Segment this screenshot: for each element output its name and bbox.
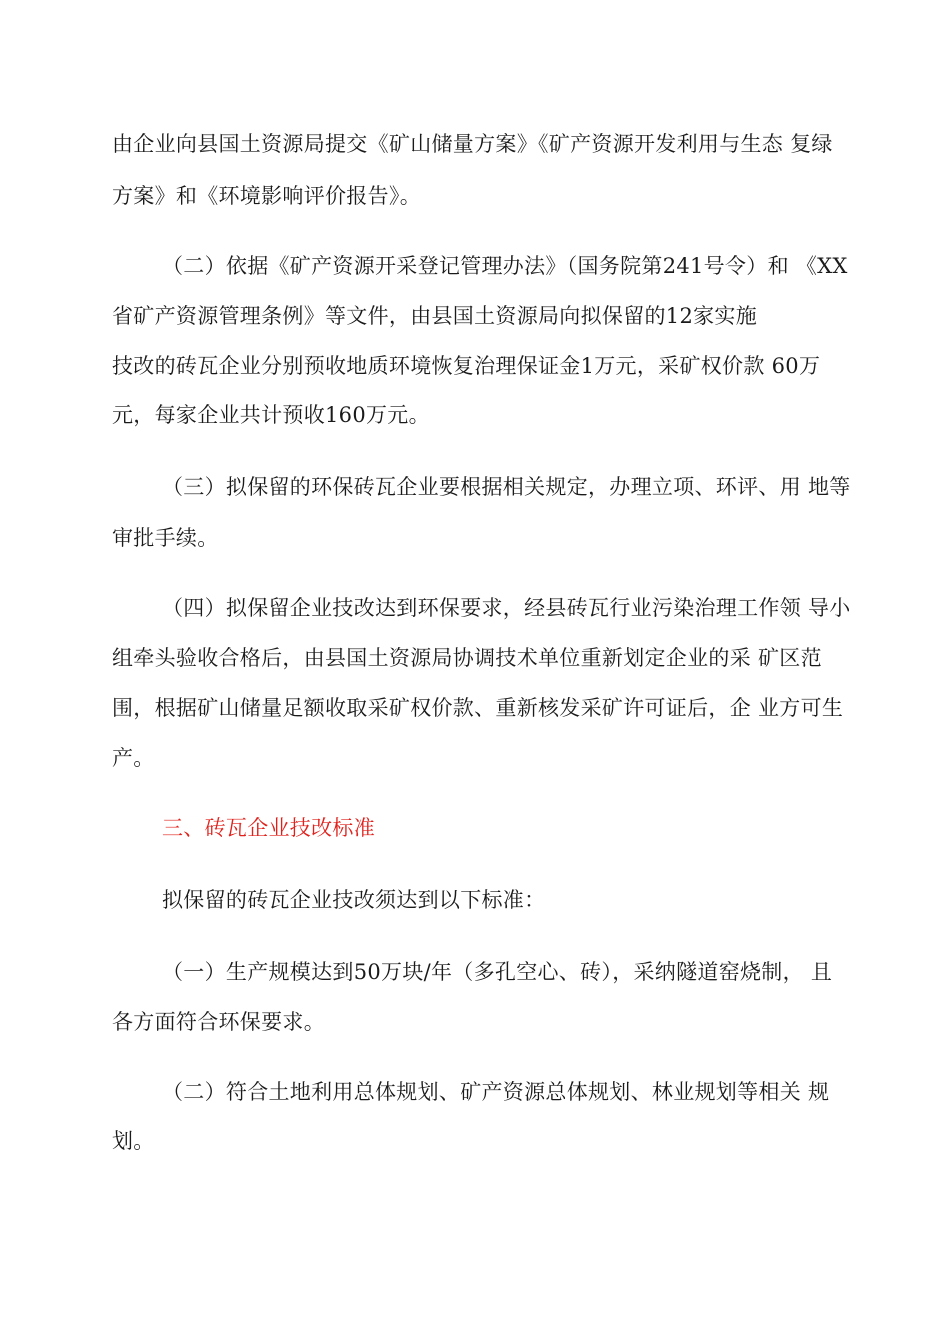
paragraph-5-line-1: 拟保留的砖瓦企业技改须达到以下标准： (162, 888, 546, 912)
paragraph-6-line-2: 各方面符合环保要求。 (112, 1010, 325, 1034)
paragraph-4-line-3: 围，根据矿山储量足额收取采矿权价款、重新核发采矿许可证后，企 业方可生 (112, 696, 844, 720)
section-heading-3: 三、砖瓦企业技改标准 (162, 816, 375, 840)
paragraph-2-line-2: 省矿产资源管理条例》等文件，由县国土资源局向拟保留的12家实施 (112, 304, 758, 328)
paragraph-4-line-4: 产。 (112, 746, 155, 770)
paragraph-7-line-2: 划。 (112, 1129, 155, 1153)
paragraph-1-line-2: 方案》和《环境影响评价报告》。 (112, 184, 421, 208)
paragraph-6-line-1: （一）生产规模达到50万块/年（多孔空心、砖），采纳隧道窑烧制， 且 (162, 960, 833, 984)
paragraph-1-line-1: 由企业向县国土资源局提交《矿山储量方案》《矿产资源开发利用与生态 复绿 (112, 132, 833, 156)
paragraph-2-line-4: 元，每家企业共计预收160万元。 (112, 403, 430, 427)
paragraph-7-line-1: （二）符合土地利用总体规划、矿产资源总体规划、林业规划等相关 规 (162, 1080, 830, 1104)
paragraph-3-line-1: （三）拟保留的环保砖瓦企业要根据相关规定，办理立项、环评、用 地等 (162, 475, 851, 499)
paragraph-2-line-1: （二）依据《矿产资源开采登记管理办法》（国务院第241号令）和 《XX (162, 254, 848, 278)
paragraph-3-line-2: 审批手续。 (112, 526, 219, 550)
paragraph-2-line-3: 技改的砖瓦企业分别预收地质环境恢复治理保证金1万元，采矿权价款 60万 (112, 354, 821, 378)
paragraph-4-line-1: （四）拟保留企业技改达到环保要求，经县砖瓦行业污染治理工作领 导小 (162, 596, 851, 620)
paragraph-4-line-2: 组牵头验收合格后，由县国土资源局协调技术单位重新划定企业的采 矿区范 (112, 646, 822, 670)
